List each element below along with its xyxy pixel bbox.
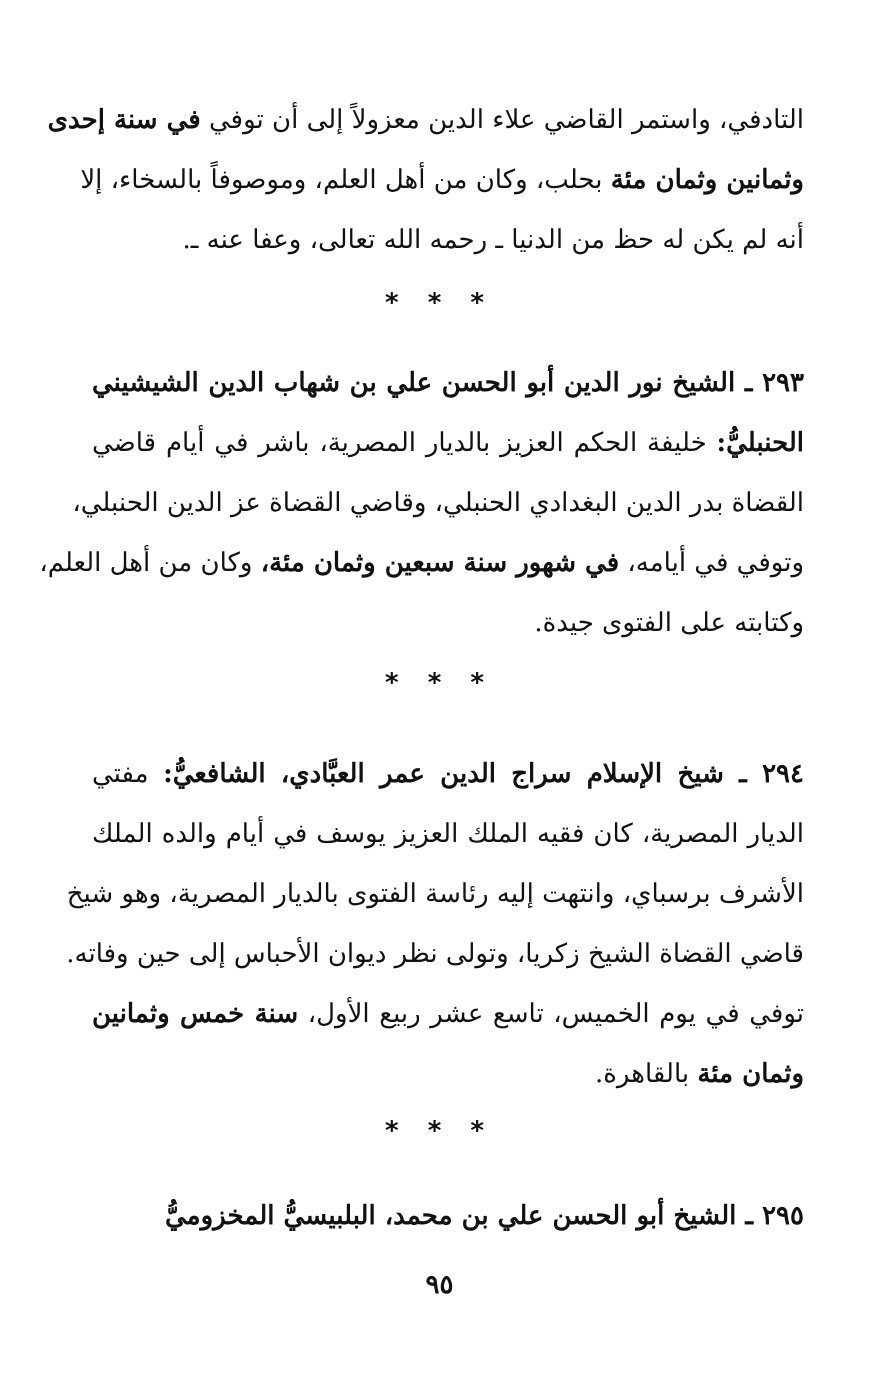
text-line — [80, 150, 804, 210]
bold-text-segment: سنة خمس وثمانين — [92, 999, 299, 1029]
text-line — [92, 984, 804, 1044]
text-segment: مفتي — [92, 759, 164, 789]
text-line — [92, 353, 804, 413]
text-segment: بحلب، وكان من أهل العلم، وموصوفاً بالسخاء، إلا — [80, 165, 611, 195]
text-line — [92, 210, 804, 270]
text-segment: وكان من أهل العلم، — [39, 548, 261, 578]
text-segment: الديار المصرية، كان فقيه الملك العزيز يوسف في أيام والده الملك — [92, 819, 804, 849]
intro-paragraph — [47, 90, 804, 270]
text-line — [47, 90, 804, 150]
entry-294 — [66, 744, 805, 1104]
text-line — [92, 804, 804, 864]
text-line — [92, 1044, 804, 1104]
bold-text-segment: ٢٩٥ ـ الشيخ أبو الحسن علي بن محمد، البلبيسيُّ المخزوميُّ — [165, 1201, 804, 1231]
text-segment: وتوفي في أيامه، — [619, 548, 804, 578]
bold-text-segment: الحنبليُّ: — [716, 428, 804, 458]
text-line — [92, 593, 804, 653]
entry-293 — [39, 353, 804, 653]
section-separator: * * * — [385, 1116, 494, 1146]
text-segment: التادفي، واستمر القاضي علاء الدين معزولاً إلى أن توفي — [200, 105, 804, 135]
page-number: ٩٥ — [425, 1270, 454, 1300]
text-line — [72, 473, 804, 533]
text-line — [92, 744, 804, 804]
bold-text-segment: ٢٩٣ ـ الشيخ نور الدين أبو الحسن علي بن شهاب الدين الشيشيني — [92, 368, 804, 398]
text-segment: قاضي القضاة الشيخ زكريا، وتولى نظر ديوان الأحباس إلى حين وفاته. — [66, 939, 804, 969]
section-separator: * * * — [385, 668, 494, 698]
text-line — [92, 413, 804, 473]
bold-text-segment: في سنة إحدى — [47, 105, 201, 135]
text-line — [66, 924, 804, 984]
text-segment: وكتابته على الفتوى جيدة. — [534, 608, 804, 638]
text-line — [92, 1186, 804, 1246]
text-segment: خليفة الحكم العزيز بالديار المصرية، باشر في أيام قاضي — [92, 428, 717, 458]
section-separator: * * * — [385, 288, 494, 318]
text-segment: القضاة بدر الدين البغدادي الحنبلي، وقاضي القضاة عز الدين الحنبلي، — [72, 488, 804, 518]
bold-text-segment: وثمانين وثمان مئة — [610, 165, 804, 195]
bold-text-segment: وثمان مئة — [697, 1059, 804, 1089]
text-segment: توفي في يوم الخميس، تاسع عشر ربيع الأول، — [298, 999, 805, 1029]
text-segment: بالقاهرة. — [595, 1059, 698, 1089]
text-segment: الأشرف برسباي، وانتهت إليه رئاسة الفتوى بالديار المصرية، وهو شيخ — [66, 879, 804, 909]
bold-text-segment: ٢٩٤ ـ شيخ الإسلام سراج الدين عمر العبَّادي، الشافعيُّ: — [163, 759, 804, 789]
text-line — [66, 864, 804, 924]
text-line — [39, 533, 804, 593]
entry-295 — [92, 1186, 804, 1246]
text-segment: أنه لم يكن له حظ من الدنيا ـ رحمه الله تعالى، وعفا عنه ـ. — [182, 225, 804, 255]
bold-text-segment: في شهور سنة سبعين وثمان مئة، — [260, 548, 620, 578]
